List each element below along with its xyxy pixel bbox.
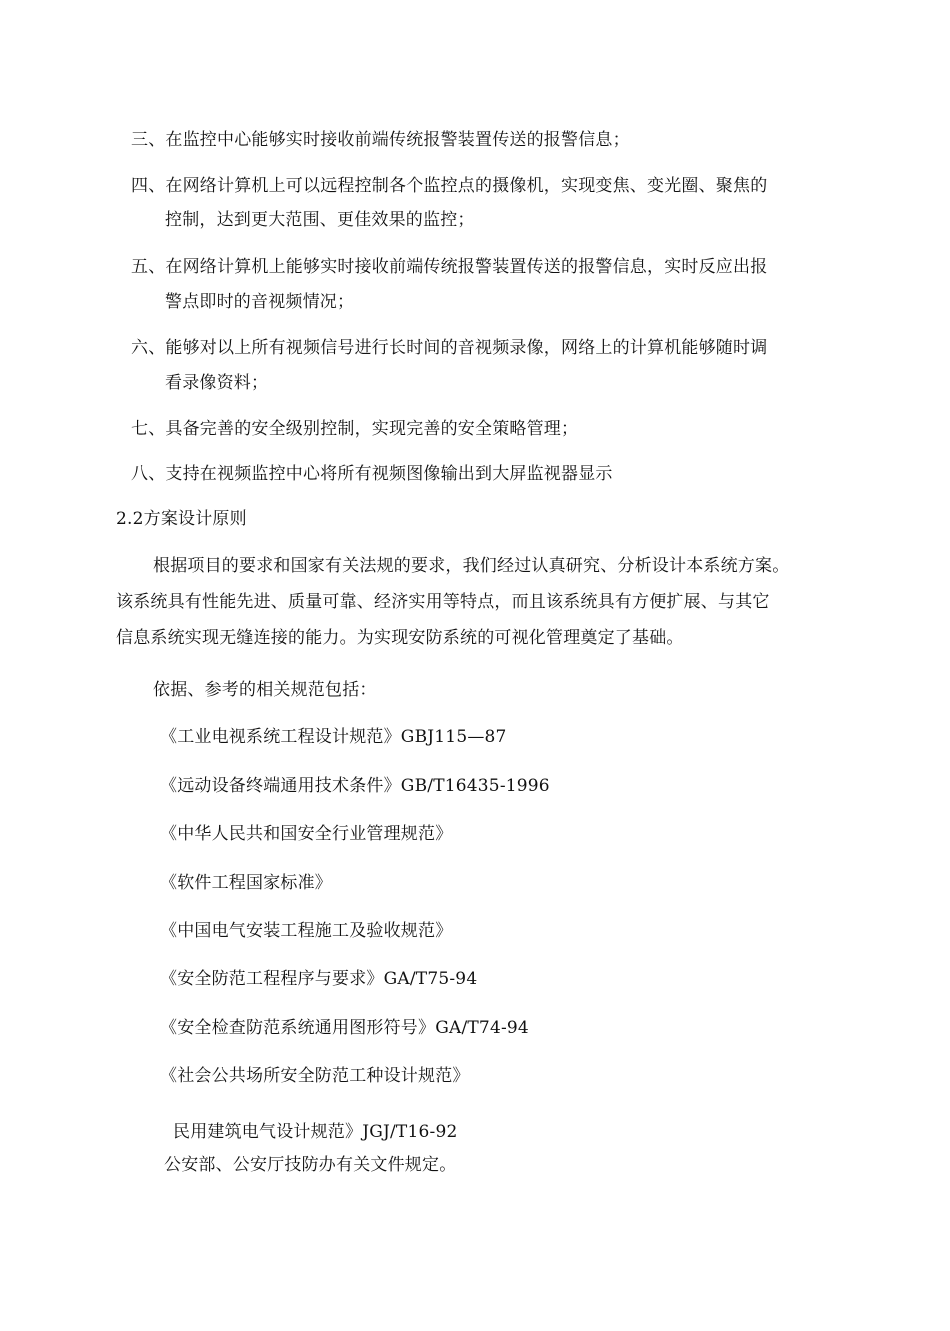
standard-item: 《中国电气安装工程施工及验收规范》 [160, 921, 453, 941]
standard-item: 《远动设备终端通用技术条件》GB/T16435-1996 [160, 776, 550, 796]
standard-item: 《安全防范工程程序与要求》GA/T75-94 [160, 969, 478, 989]
standard-item: 《社会公共场所安全防范工种设计规范》 [160, 1066, 470, 1086]
standard-item-extra: 民用建筑电气设计规范》JGJ/T16-92 [173, 1122, 458, 1142]
standard-item: 《安全检查防范系统通用图形符号》GA/T74-94 [160, 1018, 529, 1038]
list-item-7: 七、具备完善的安全级别控制，实现完善的安全策略管理； [131, 419, 579, 439]
list-item-5-line-1: 五、在网络计算机上能够实时接收前端传统报警装置传送的报警信息，实时反应出报 [131, 257, 768, 277]
paragraph-line-3: 信息系统实现无缝连接的能力。为实现安防系统的可视化管理奠定了基础。 [116, 628, 684, 648]
paragraph-line-2: 该系统具有性能先进、质量可靠、经济实用等特点，而且该系统具有方便扩展、与其它 [116, 592, 770, 612]
list-item-6-line-2: 看录像资料； [165, 373, 269, 393]
list-item-3: 三、在监控中心能够实时接收前端传统报警装置传送的报警信息； [131, 130, 630, 150]
section-heading: 2.2方案设计原则 [116, 509, 247, 529]
list-item-8: 八、支持在视频监控中心将所有视频图像输出到大屏监视器显示 [131, 464, 613, 484]
standard-item: 《软件工程国家标准》 [160, 873, 332, 893]
list-item-5-line-2: 警点即时的音视频情况； [165, 292, 355, 312]
paragraph-line-1: 根据项目的要求和国家有关法规的要求，我们经过认真研究、分析设计本系统方案。 [153, 556, 790, 576]
closing-line: 公安部、公安厅技防办有关文件规定。 [164, 1155, 457, 1175]
list-item-6-line-1: 六、能够对以上所有视频信号进行长时间的音视频录像，网络上的计算机能够随时调 [131, 338, 768, 358]
list-item-4-line-1: 四、在网络计算机上可以远程控制各个监控点的摄像机，实现变焦、变光圈、聚焦的 [131, 176, 768, 196]
standard-item: 《工业电视系统工程设计规范》GBJ115—87 [160, 727, 507, 747]
list-item-4-line-2: 控制，达到更大范围、更佳效果的监控； [165, 210, 475, 230]
references-intro: 依据、参考的相关规范包括： [153, 680, 377, 700]
standard-item: 《中华人民共和国安全行业管理规范》 [160, 824, 453, 844]
